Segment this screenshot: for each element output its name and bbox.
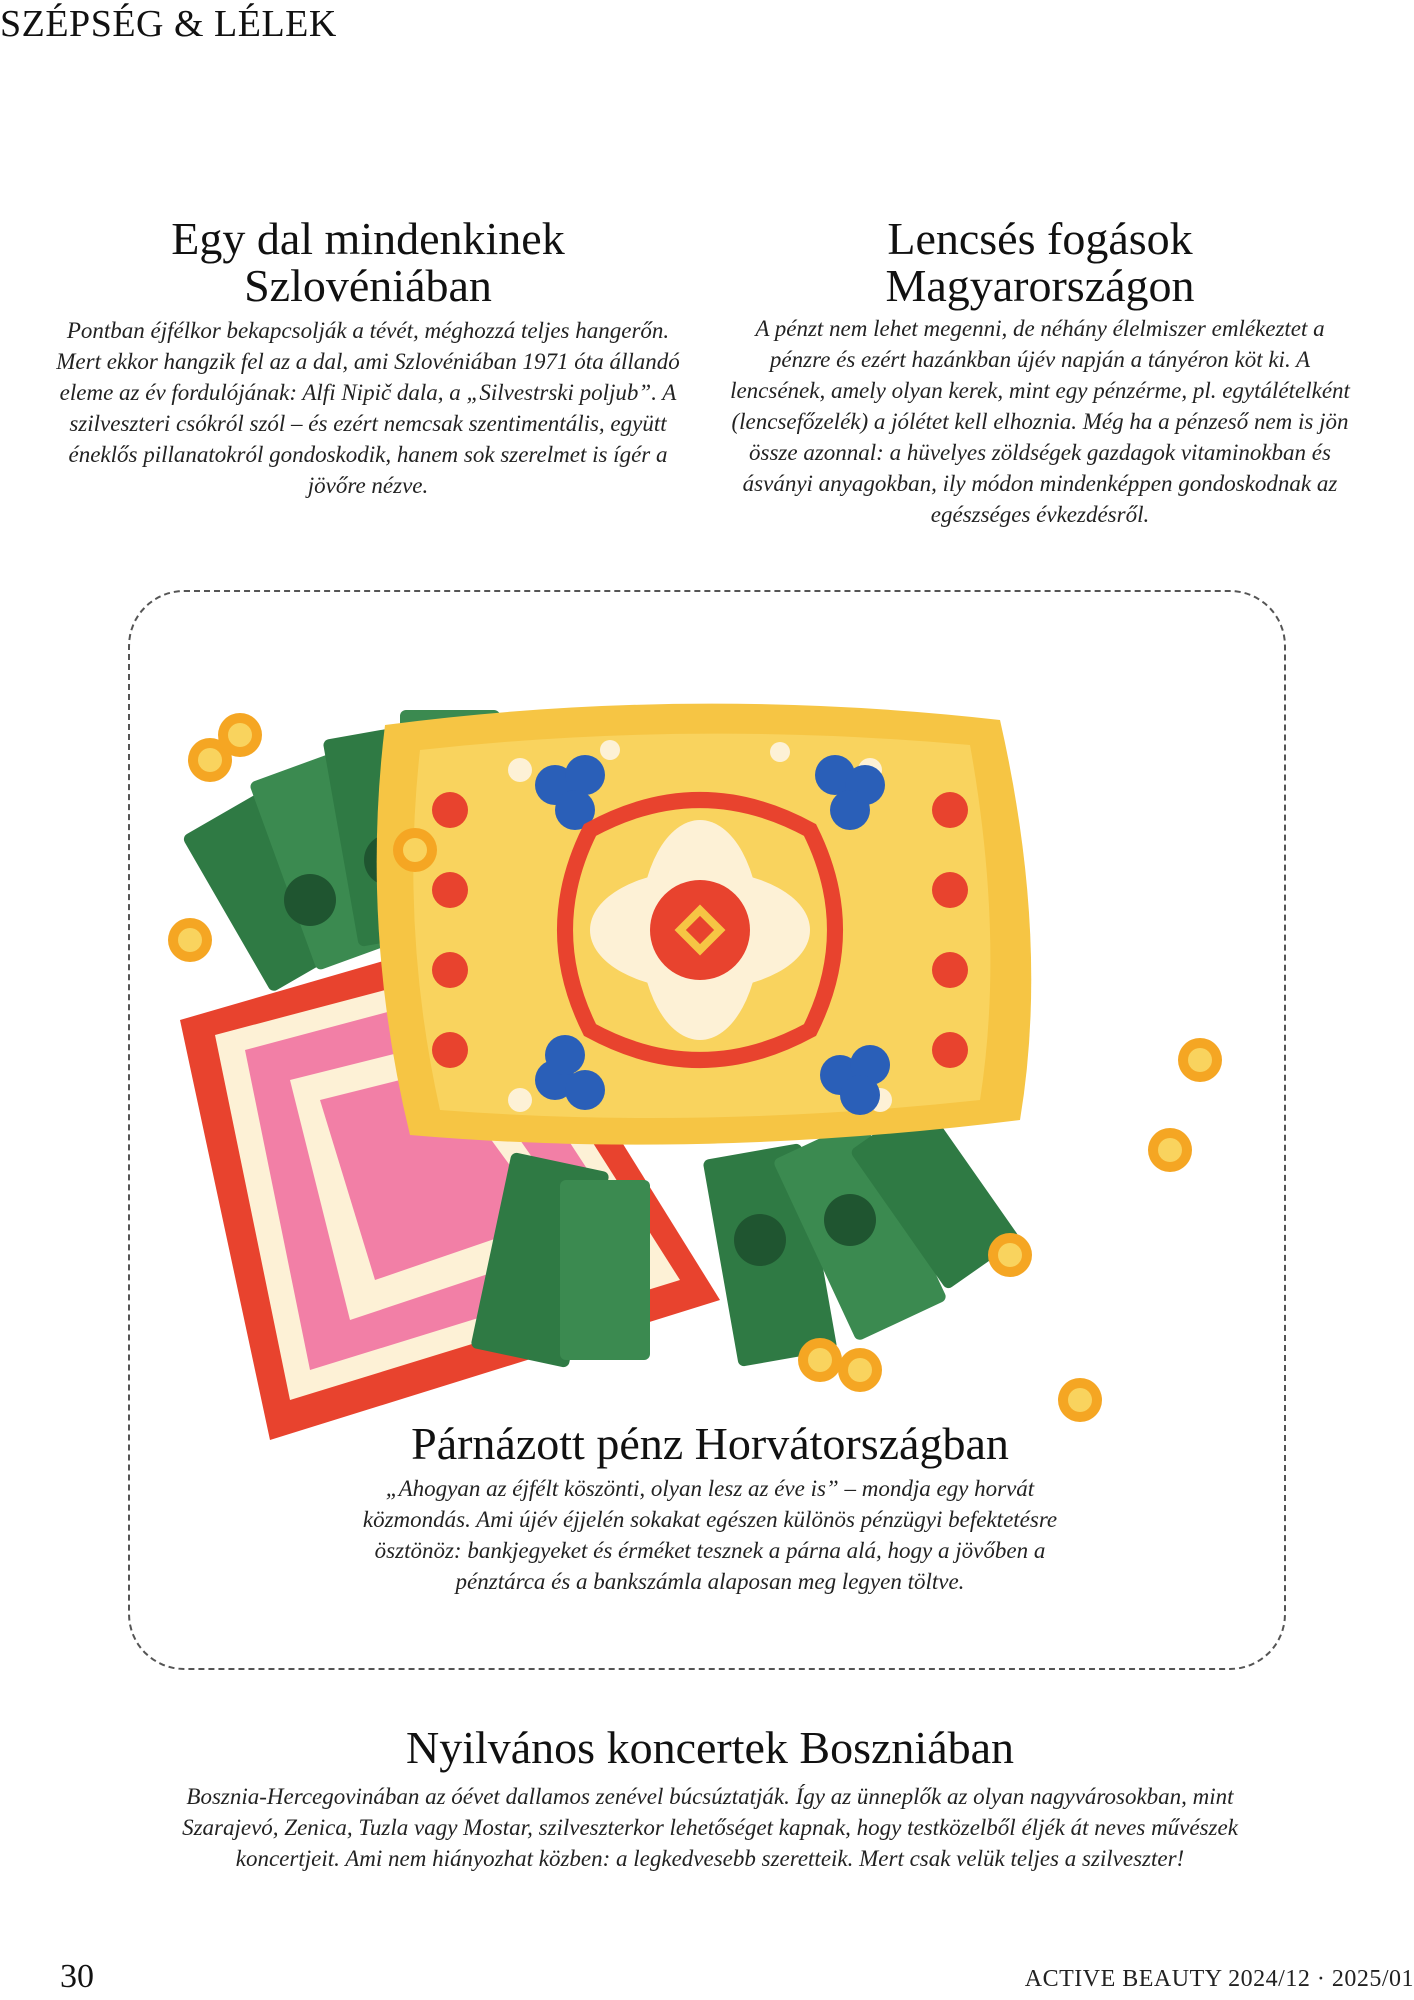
page-number: 30 [60, 1958, 94, 1995]
article-body: Pontban éjfélkor bekapcsolják a tévét, méghozzá teljes hangerőn. Mert ekkor hangzik fel az a dal, ami Szlovéniában 1971 óta állandó eleme az év fordulójának: Alfi Nipič dala, a „Silvestrski poljub”. A szilveszteri csókról szól – és ezért nemcsak szentimentális, együtt éneklős pillanatokról gondoskodik, hanem sok szerelmet is ígér a jövőre nézve. [56, 318, 680, 498]
pillow [377, 704, 1032, 1145]
article-body: A pénzt nem lehet megenni, de néhány élelmiszer emlékeztet a pénzre és ezért hazánkban újév napján a tányéron köt ki. A lencsének, amely olyan kerek, mint egy pénzérme, pl. egytálételként (lencsefőzelék) a jólétet kell elhoznia. Még ha a pénzeső nem is jön össze azonnal: a hüvelyes zöldségek gazdagok vitaminokban és ásványi anyagokban, ily módon mindenképpen gondoskodnak az egészséges évkezdésről. [730, 316, 1350, 527]
pillow-money-illustration [160, 680, 1240, 1460]
article-title [730, 215, 1350, 309]
article-hungary [730, 215, 1350, 530]
article-slovenia [55, 215, 681, 501]
article-bosnia [180, 1724, 1240, 1874]
title-line-2: Magyarországon [885, 260, 1195, 311]
title-line-1: Lencsés fogások [887, 213, 1193, 264]
magazine-footer: ACTIVE BEAUTY 2024/12 · 2025/01 [1024, 1966, 1414, 1992]
article-body: Bosznia-Hercegovinában az óévet dallamos zenével búcsúztatják. Így az ünneplők az olyan nagyvárosokban, mint Szarajevó, Zenica, Tuzla vagy Mostar, szilveszterkor lehetőséget kapnak, hogy testközelből éljék át neves művészek koncertjeit. Ami nem hiányozhat közben: a legkedvesebb szeretteik. Mert csak velük teljes a szilveszter! [182, 1784, 1238, 1871]
title-line-2: Szlovéniában [244, 260, 492, 311]
section-label: SZÉPSÉG & LÉLEK [0, 3, 337, 45]
article-croatia [330, 1420, 1090, 1597]
title-line-1: Egy dal mindenkinek [171, 213, 565, 264]
article-title [55, 215, 681, 309]
article-title: Nyilvános koncertek Boszniában [405, 1722, 1015, 1773]
article-title: Párnázott pénz Horvátországban [411, 1418, 1009, 1469]
article-body: „Ahogyan az éjfélt köszönti, olyan lesz az éve is” – mondja egy horvát közmondás. Ami újév éjjelén sokakat egészen különös pénzügyi befektetésre ösztönöz: bankjegyeket és érméket tesznek a párna alá, hogy a jövőben a pénztárca és a bankszámla alaposan meg legyen töltve. [362, 1476, 1058, 1594]
